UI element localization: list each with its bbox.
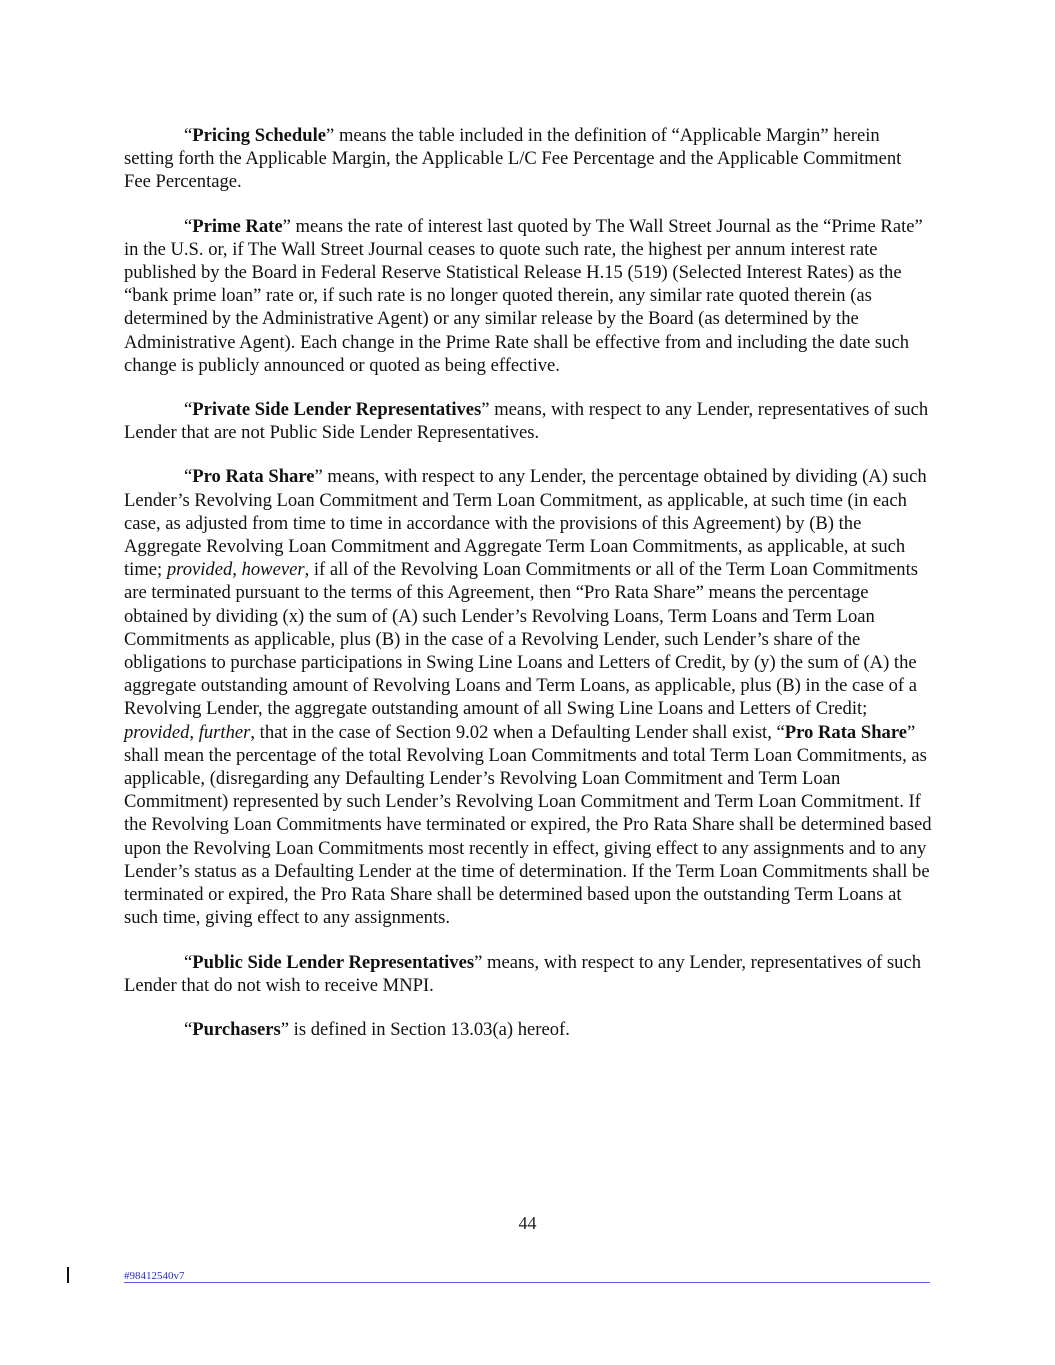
definition-text: means the rate of interest last quoted by The Wall Street Journal as the “Prime Rate” in the U.S. or, if The Wall Street Journal ceases to quote such rate, the highest per annum interest rate published by the Board in Federal Reserve Statistical Release H.15 (519) (Selected Interest Rates) as the “bank prime loan” rate or, if such rate is no longer quoted therein, any similar rate quoted therein (as determined by the Administrative Agent) or any similar release by the Board (as determined by the Administrative Agent). Each change in the Prime Rate shall be effective from and including the date such change is publicly announced or quoted as being effective.: [124, 215, 923, 376]
italic-proviso: however: [241, 559, 305, 581]
definition-text: is defined in Section 13.03(a) hereof.: [293, 1018, 570, 1040]
defined-term: Purchasers: [192, 1018, 281, 1040]
definition-prime-rate: “Prime Rate” means the rate of interest last quoted by The Wall Street Journal as the “Prime Rate” in the U.S. or, if The Wall Street Journal ceases to quote such rate, the highest per annum interest rate published by the Board in Federal Reserve Statistical Release H.15 (519) (Selected Interest Rates) as the “bank prime loan” rate or, if such rate is no longer quoted therein, any similar rate quoted therein (as determined by the Administrative Agent) or any similar release by the Board (as determined by the Administrative Agent). Each change in the Prime Rate shall be effective from and including the date such change is publicly announced or quoted as being effective.: [124, 215, 923, 376]
defined-term: Private Side Lender Representatives: [192, 399, 482, 421]
footer-rule: [124, 1282, 930, 1283]
defined-term: Pro Rata Share: [192, 466, 315, 488]
definition-text: means, with respect to any Lender, representatives of such Lender that are not Public Side Lender Representatives.: [124, 399, 929, 444]
defined-term: Prime Rate: [192, 215, 283, 237]
inline-defined-term: Pro Rata Share: [784, 721, 908, 743]
italic-proviso: provided: [166, 559, 233, 581]
definition-text-part: means, with respect to any Lender, the percentage obtained by dividing (A) such Lender’s Revolving Loan Commitment and Term Loan Commitment, as applicable, at such time (in each case, as adjusted from time to time in accordance with the provisions of this Agreement) by (B) the Aggregate Revolving Loan Commitment and Aggregate Term Loan Commitments, as applicable, at such time;: [124, 466, 927, 581]
document-body: [124, 124, 932, 1062]
definition-text-part: shall mean the percentage of the total Revolving Loan Commitments and total Term Loan Commitments, as applicable, (disregarding any Defaulting Lender’s Revolving Loan Commitment and Term Loan Commitment) represented by such Lender’s Revolving Loan Commitment and Term Loan Commitment. If the Revolving Loan Commitments have terminated or expired, the Pro Rata Share shall be determined based upon the Revolving Loan Commitments most recently in effect, giving effect to any assignments and to any Lender’s status as a Defaulting Lender at the time of determination. If the Term Loan Commitments shall be terminated or expired, the Pro Rata Share shall be determined based upon the outstanding Term Loans at such time, giving effect to any assignments.: [124, 744, 932, 929]
page-number: 44: [518, 1213, 537, 1233]
definition-text-part: if all of the Revolving Loan Commitments or all of the Term Loan Commitments are terminated pursuant to the terms of this Agreement, then “Pro Rata Share” means the percentage obtained by dividing (x) the sum of (A) such Lender’s Revolving Loans, Term Loans and Term Loan Commitments as applicable, plus (B) in the case of a Revolving Lender, such Lender’s share of the obligations to purchase participations in Swing Line Loans and Letters of Credit, by (y) the sum of (A) the aggregate outstanding amount of Revolving Loans and Term Loans, as applicable, plus (B) in the case of a Revolving Lender, the aggregate outstanding amount of all Swing Line Loans and Letters of Credit;: [124, 559, 918, 720]
document-id: #98412540v7: [124, 1270, 185, 1282]
definition-text: means, with respect to any Lender, representatives of such Lender that do not wish to receive MNPI.: [124, 951, 921, 996]
definition-pricing-schedule: “Pricing Schedule” means the table included in the definition of “Applicable Margin” herein setting forth the Applicable Margin, the Applicable L/C Fee Percentage and the Applicable Commitment Fee Percentage.: [124, 125, 902, 193]
italic-proviso: further: [198, 721, 251, 743]
definition-public-side-lender-representatives: “Public Side Lender Representatives” means, with respect to any Lender, representatives of such Lender that do not wish to receive MNPI.: [124, 951, 921, 996]
definition-pro-rata-share: “Pro Rata Share” means, with respect to any Lender, the percentage obtained by dividing (A) such Lender’s Revolving Loan Commitment and Term Loan Commitment, as applicable, at such time (in each case, as adjusted from time to time in accordance with the provisions of this Agreement) by (B) the Aggregate Revolving Loan Commitment and Aggregate Term Loan Commitments, as applicable, at such time; provided, however, if all of the Revolving Loan Commitments or all of the Term Loan Commitments are terminated pursuant to the terms of this Agreement, then “Pro Rata Share” means the percentage obtained by dividing (x) the sum of (A) such Lender’s Revolving Loans, Term Loans and Term Loan Commitments as applicable, plus (B) in the case of a Revolving Lender, such Lender’s share of the obligations to purchase participations in Swing Line Loans and Letters of Credit, by (y) the sum of (A) the aggregate outstanding amount of Revolving Loans and Term Loans, as applicable, plus (B) in the case of a Revolving Lender, the aggregate outstanding amount of all Swing Line Loans and Letters of Credit; provided, further, that in the case of Section 9.02 when a Defaulting Lender shall exist, “Pro Rata Share” shall mean the percentage of the total Revolving Loan Commitments and total Term Loan Commitments, as applicable, (disregarding any Defaulting Lender’s Revolving Loan Commitment and Term Loan Commitment) represented by such Lender’s Revolving Loan Commitment and Term Loan Commitment. If the Revolving Loan Commitments have terminated or expired, the Pro Rata Share shall be determined based upon the Revolving Loan Commitments most recently in effect, giving effect to any assignments and to any Lender’s status as a Defaulting Lender at the time of determination. If the Term Loan Commitments shall be terminated or expired, the Pro Rata Share shall be determined based upon the outstanding Term Loans at such time, giving effect to any assignments.: [124, 466, 932, 929]
defined-term: Public Side Lender Representatives: [192, 951, 475, 973]
revision-change-bar: [67, 1267, 69, 1283]
italic-proviso: provided: [124, 721, 190, 743]
definition-private-side-lender-representatives: “Private Side Lender Representatives” means, with respect to any Lender, representatives of such Lender that are not Public Side Lender Representatives.: [124, 399, 929, 444]
defined-term: Pricing Schedule: [192, 125, 327, 146]
definition-text-part: that in the case of Section 9.02 when a Defaulting Lender shall exist,: [259, 721, 772, 743]
definition-text: means the table included in the definition of “Applicable Margin” herein setting forth the Applicable Margin, the Applicable L/C Fee Percentage and the Applicable Commitment Fee Percentage.: [124, 125, 902, 193]
definition-purchasers: “Purchasers” is defined in Section 13.03(a) hereof.: [184, 1018, 570, 1040]
